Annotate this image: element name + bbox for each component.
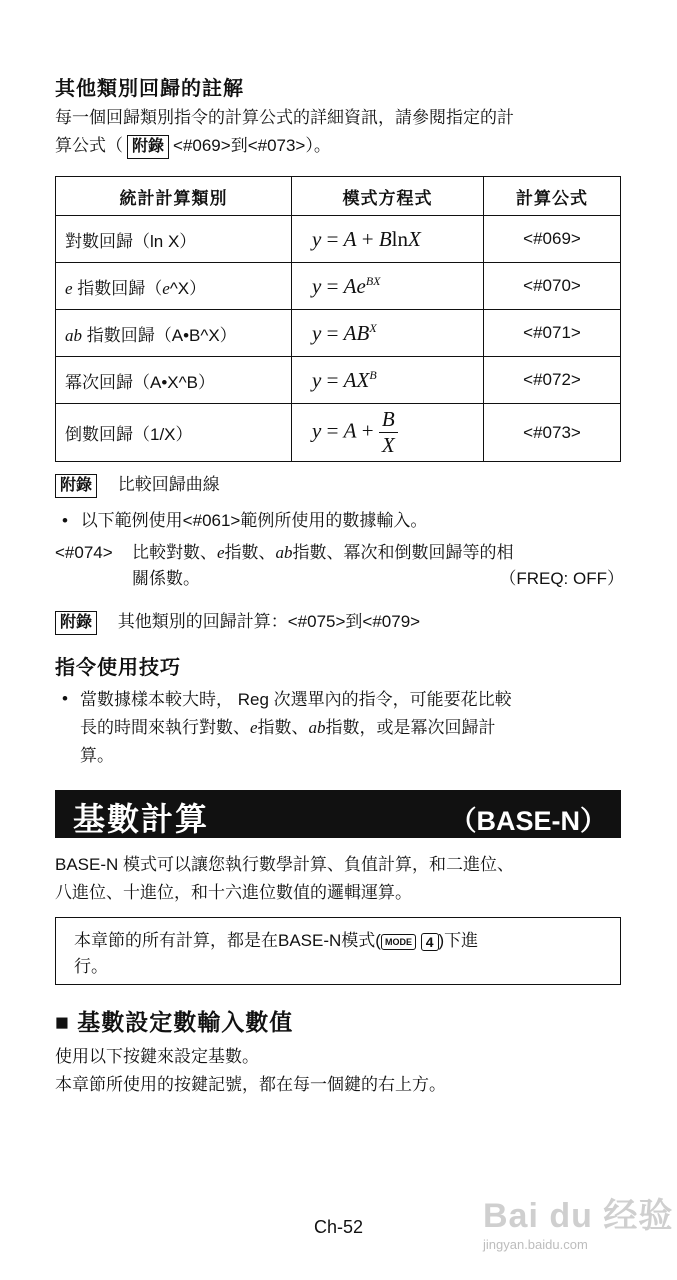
chapter-banner xyxy=(55,790,621,838)
table-header-row xyxy=(56,177,621,216)
appendix-tag: 附錄 xyxy=(55,474,97,498)
bullet-text: 以下範例使用<#061>範例所使用的數據輸入。 xyxy=(80,511,428,530)
row-equation: y = A + BlnX xyxy=(292,216,484,263)
ref-line-1: 比較對數、e指數、ab指數、冪次和倒數回歸等的相 xyxy=(132,543,514,562)
appendix-compare-curves xyxy=(55,472,220,498)
appendix-tag: 附錄 xyxy=(127,135,169,159)
note-line-2: 行。 xyxy=(74,957,108,976)
basen-intro-line-1: BASE-N 模式可以讓您執行數學計算、負值計算，和二進位、 xyxy=(55,855,515,874)
table-row xyxy=(56,310,621,357)
header-model-equation: 模式方程式 xyxy=(292,177,484,216)
note-line-1: 本章節的所有計算，都是在BASE-N模式( MODE 4 )下進 xyxy=(74,931,479,950)
section-intro xyxy=(55,104,625,160)
row-equation: $y = AX^B$ xyxy=(292,357,484,404)
row-category: 倒數回歸（1/X） xyxy=(56,404,292,462)
table-row xyxy=(56,216,621,263)
section-title-other-regression: 其他類別回歸的註解 xyxy=(55,78,244,100)
freq-off-label: （FREQ: OFF） xyxy=(499,569,624,588)
reference-074-code: <#074> xyxy=(55,543,113,562)
row-formula: <#073> xyxy=(484,404,621,462)
basen-intro-line-2: 八進位、十進位，和十六進位數值的邏輯運算。 xyxy=(55,883,412,902)
row-category: ab 指數回歸（A•B^X） xyxy=(56,310,292,357)
intro-line-1: 每一個回歸類別指令的計算公式的詳細資訊，請參閱指定的計 xyxy=(55,108,514,127)
tips-line-1: 當數據樣本較大時， Reg 次選單內的指令，可能要花比較 xyxy=(80,690,512,709)
section-title-tips: 指令使用技巧 xyxy=(55,657,181,679)
appendix-text: 比較回歸曲線 xyxy=(117,475,220,494)
row-formula: <#069> xyxy=(484,216,621,263)
table-row xyxy=(56,357,621,404)
intro-line-2-pre: 算公式（ xyxy=(55,136,123,155)
appendix-tag: 附錄 xyxy=(55,611,97,635)
banner-subtitle: （BASE-N） xyxy=(449,806,607,836)
bullet-dot: • xyxy=(62,511,68,530)
header-category: 統計計算類別 xyxy=(56,177,292,216)
row-formula: <#070> xyxy=(484,263,621,310)
banner-title: 基數計算 xyxy=(73,801,210,837)
tips-line-2: 長的時間來執行對數、e指數、ab指數，或是冪次回歸計 xyxy=(80,718,496,737)
intro-line-2 xyxy=(55,132,625,160)
row-category: 對數回歸（ln X） xyxy=(56,216,292,263)
row-category: e 指數回歸（e^X） xyxy=(56,263,292,310)
row-equation: $y = Ae^{BX}$ xyxy=(292,263,484,310)
row-equation: $y = AB^X$ xyxy=(292,310,484,357)
bullet-item xyxy=(62,508,427,534)
table-row xyxy=(56,404,621,462)
base-input-line-2: 本章節所使用的按鍵記號，都在每一個鍵的右上方。 xyxy=(55,1075,446,1094)
reference-074-text xyxy=(132,540,624,592)
note-text xyxy=(74,928,604,980)
basen-intro xyxy=(55,851,625,907)
base-input-line-1: 使用以下按鍵來設定基數。 xyxy=(55,1047,259,1066)
key-4-icon: 4 xyxy=(421,933,439,951)
row-formula: <#072> xyxy=(484,357,621,404)
appendix-other-regression xyxy=(55,609,420,635)
table-row xyxy=(56,263,621,310)
row-category: 冪次回歸（A•X^B） xyxy=(56,357,292,404)
regression-table xyxy=(55,176,621,462)
header-formula: 計算公式 xyxy=(484,177,621,216)
tips-line-3: 算。 xyxy=(80,746,114,765)
bullet-dot: • xyxy=(62,689,68,708)
ref-line-2: 關係數。 （FREQ: OFF） xyxy=(132,566,624,592)
watermark-logo: Bai du 经验 xyxy=(483,1197,674,1235)
row-formula: <#071> xyxy=(484,310,621,357)
mode-key-icon: MODE xyxy=(381,934,416,950)
page-number: Ch-52 xyxy=(313,1217,364,1237)
appendix-text: 其他類別的回歸計算：<#075>到<#079> xyxy=(117,612,421,631)
intro-line-2-post: <#069>到<#073>）。 xyxy=(173,136,331,155)
section-title-base-input: ■ 基數設定數輸入數值 xyxy=(55,1009,294,1035)
tips-bullet-text xyxy=(80,686,625,770)
mode-note-box xyxy=(55,917,621,985)
watermark-url: jingyan.baidu.com xyxy=(483,1237,588,1252)
row-equation: y = A + $\frac{B}{X}$ xyxy=(292,404,484,462)
